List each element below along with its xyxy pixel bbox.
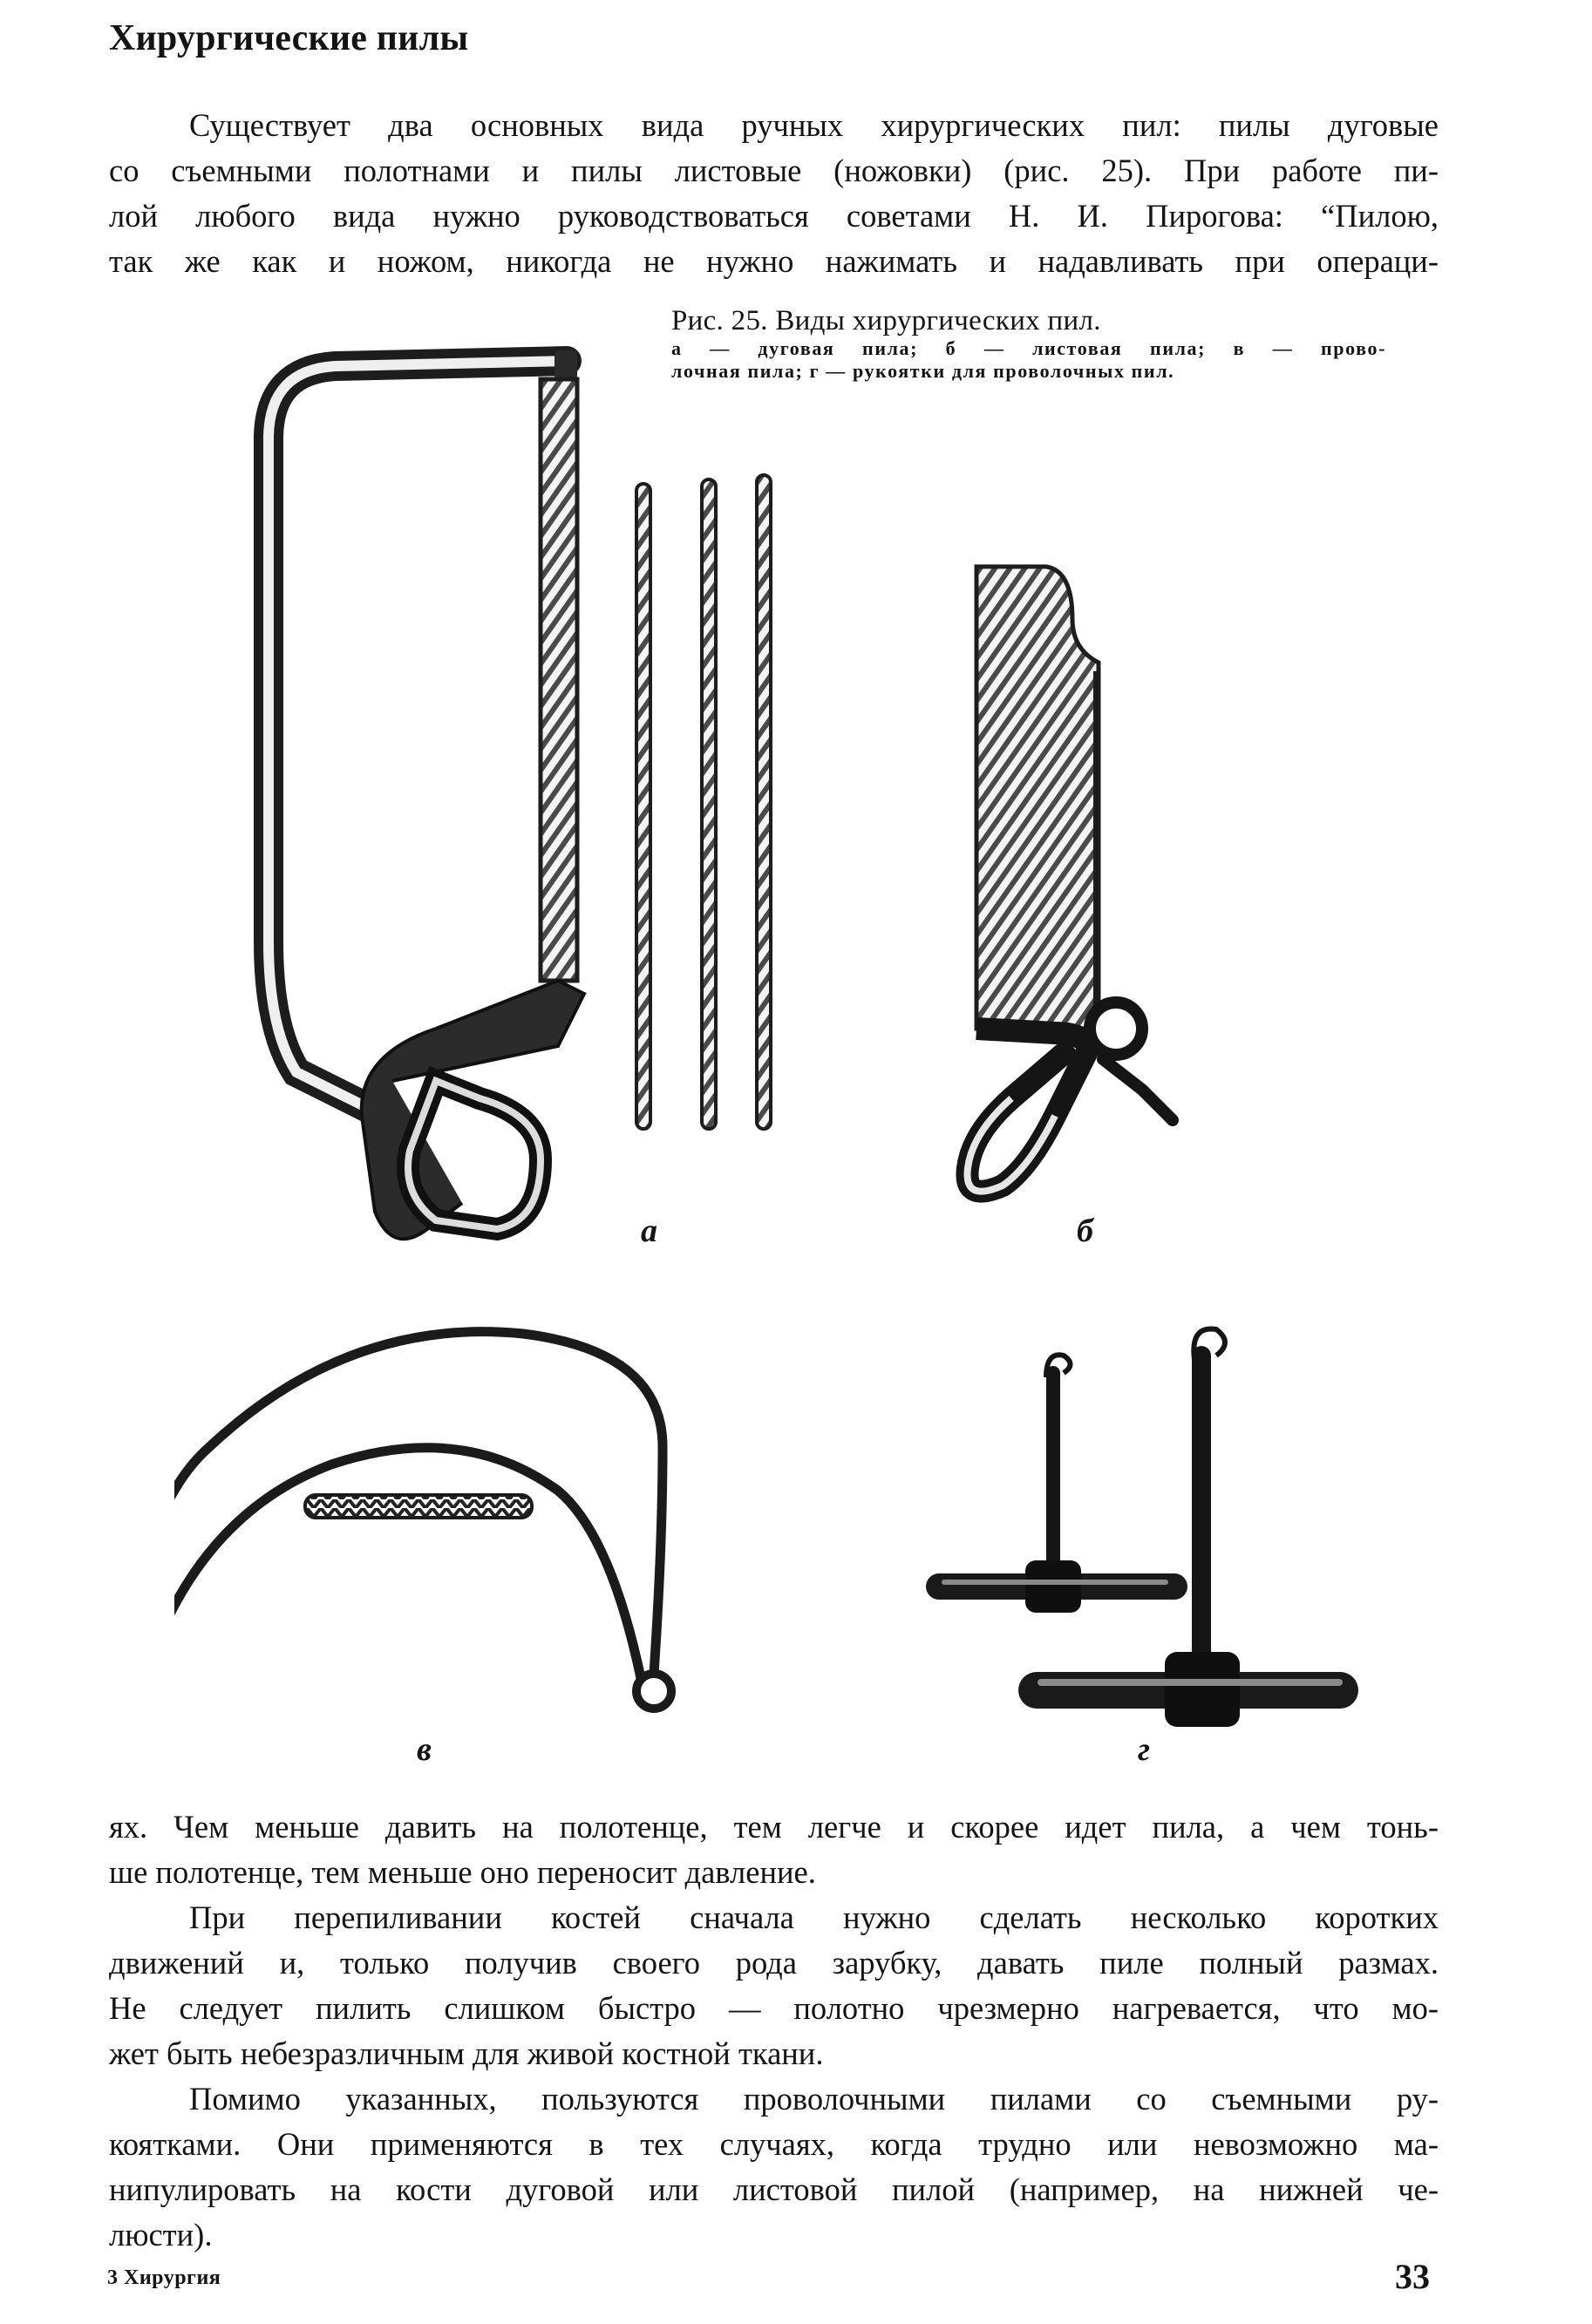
text-line: При перепиливании костей сначала нужно сделать несколько коротких [189, 1899, 1439, 1935]
wire-saw-drawing [174, 1332, 671, 1717]
saws-illustration [174, 331, 1465, 1770]
text-line: жет быть небезразличным для живой костной ткани. [109, 2035, 824, 2071]
arc-saw-drawing [269, 350, 584, 1239]
figure-label-b: б [1077, 1213, 1093, 1249]
legend-line: а — дуговая пила; б — листовая пила; в — прово- [671, 337, 1386, 359]
text-line: так же как и ножом, никогда не нужно нажимать и надавливать при операци- [109, 243, 1439, 279]
figure-label-a: а [641, 1213, 657, 1249]
text-line: Существует два основных вида ручных хирургических пил: пилы дуговые [189, 107, 1439, 143]
figure-label-v: в [417, 1731, 432, 1768]
sheet-saw-drawing [968, 567, 1174, 1192]
text-line: ше полотенце, тем меньше оно переносит давление. [109, 1854, 816, 1890]
text-line: коятками. Они применяются в тех случаях, когда трудно или невозможно ма- [109, 2126, 1439, 2162]
page-number: 33 [1395, 2257, 1430, 2296]
figure-caption-title: Рис. 25. Виды хирургических пил. [671, 305, 1101, 336]
text-line: со съемными полотнами и пилы листовые (ножовки) (рис. 25). При работе пи- [109, 153, 1439, 188]
text-line: Не следует пилить слишком быстро — полотно чрезмерно нагревается, что мо- [109, 1990, 1439, 2026]
section-heading: Хирургические пилы [109, 18, 469, 58]
wire-saw-handles-drawing [926, 1328, 1358, 1727]
body-text [109, 1804, 1439, 2258]
spare-blades-drawing [636, 475, 771, 1129]
footer-signature: 3 Хирургия [107, 2266, 221, 2289]
text-line: люсти). [109, 2217, 213, 2253]
intro-paragraph [109, 103, 1439, 284]
legend-line: лочная пила; г — рукоятки для проволочных пил. [671, 360, 1175, 382]
text-line: ях. Чем меньше давить на полотенце, тем легче и скорее идет пила, а чем тонь- [109, 1809, 1439, 1845]
figure-label-g: г [1138, 1731, 1151, 1768]
text-line: движений и, только получив своего рода зарубку, давать пиле полный размах. [109, 1945, 1439, 1981]
text-line: Помимо указанных, пользуются проволочными пилами со съемными ру- [189, 2081, 1439, 2117]
text-line: лой любого вида нужно руководствоваться советами Н. И. Пирогова: “Пилою, [109, 198, 1439, 234]
text-line: нипулировать на кости дуговой или листовой пилой (например, на нижней че- [109, 2171, 1439, 2207]
